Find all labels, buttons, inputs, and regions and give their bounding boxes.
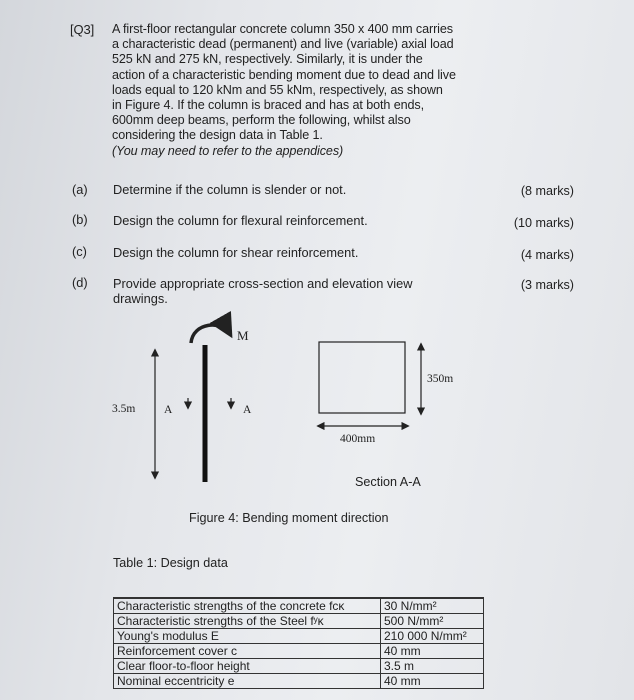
part-a-label: (a) (72, 182, 88, 197)
cross-section-rectangle (319, 342, 405, 413)
table-row (114, 614, 484, 629)
moment-label: M (237, 328, 249, 343)
question-line: loads equal to 120 kNm and 55 kNm, respectively, as shown (112, 82, 443, 97)
table-cell-value: 3.5 m (381, 659, 484, 674)
question-line: in Figure 4. If the column is braced and has at both ends, (112, 98, 425, 113)
question-line: considering the design data in Table 1. (112, 128, 323, 143)
question-number: [Q3] (70, 22, 95, 37)
table-cell-property: Characteristic strengths of the Steel fʸᴋ (114, 614, 381, 629)
height-label: 3.5m (112, 403, 136, 415)
width-label: 400mm (340, 433, 376, 445)
part-d-label: (d) (72, 275, 88, 290)
section-mark-left: A (164, 404, 173, 416)
design-data-table (113, 597, 484, 689)
table-cell-value: 500 N/mm² (381, 614, 484, 629)
section-mark-right: A (243, 404, 252, 416)
appendix-note: (You may need to refer to the appendices) (112, 143, 344, 158)
part-b-label: (b) (72, 212, 88, 227)
part-d-line: Provide appropriate cross-section and elevation view (113, 276, 413, 291)
table-row (114, 659, 484, 674)
part-a-marks: (8 marks) (520, 184, 574, 198)
table-row (114, 629, 484, 644)
question-line: action of a characteristic bending moment due to dead and live (112, 67, 456, 82)
question-line: A first-floor rectangular concrete column 350 x 400 mm carries (112, 22, 453, 36)
table-row (114, 674, 484, 689)
part-a-text: Determine if the column is slender or not. (113, 182, 347, 197)
part-c-text: Design the column for shear reinforcement. (113, 245, 359, 260)
table-row (114, 598, 484, 614)
part-d-marks: (3 marks) (520, 278, 574, 292)
depth-label: 350m (427, 373, 454, 385)
table-cell-property: Nominal eccentricity e (114, 674, 381, 689)
part-d-line: drawings. (113, 291, 168, 306)
table-cell-value: 210 000 N/mm² (381, 629, 484, 644)
table-cell-property: Young's modulus E (114, 629, 381, 644)
part-b-text: Design the column for flexural reinforcement. (113, 213, 368, 228)
table-caption: Table 1: Design data (113, 556, 228, 570)
question-line: 525 kN and 275 kN, respectively. Similarly, it is under the (112, 52, 423, 67)
question-line: 600mm deep beams, perform the following, whilst also (112, 113, 411, 128)
part-c-label: (c) (72, 244, 87, 259)
table-row (114, 644, 484, 659)
table-cell-property: Reinforcement cover c (114, 644, 381, 659)
part-b-marks: (10 marks) (513, 216, 574, 230)
question-line: a characteristic dead (permanent) and live (variable) axial load (112, 37, 454, 52)
moment-arc-icon (191, 325, 230, 343)
table-cell-value: 30 N/mm² (381, 598, 484, 614)
table-cell-value: 40 mm (381, 644, 484, 659)
table-cell-value: 40 mm (381, 674, 484, 689)
part-c-marks: (4 marks) (520, 248, 574, 262)
table-cell-property: Characteristic strengths of the concrete fᴄᴋ (114, 598, 381, 614)
table-cell-property: Clear floor-to-floor height (114, 659, 381, 674)
figure-caption: Figure 4: Bending moment direction (189, 511, 389, 525)
section-caption: Section A-A (355, 475, 421, 489)
